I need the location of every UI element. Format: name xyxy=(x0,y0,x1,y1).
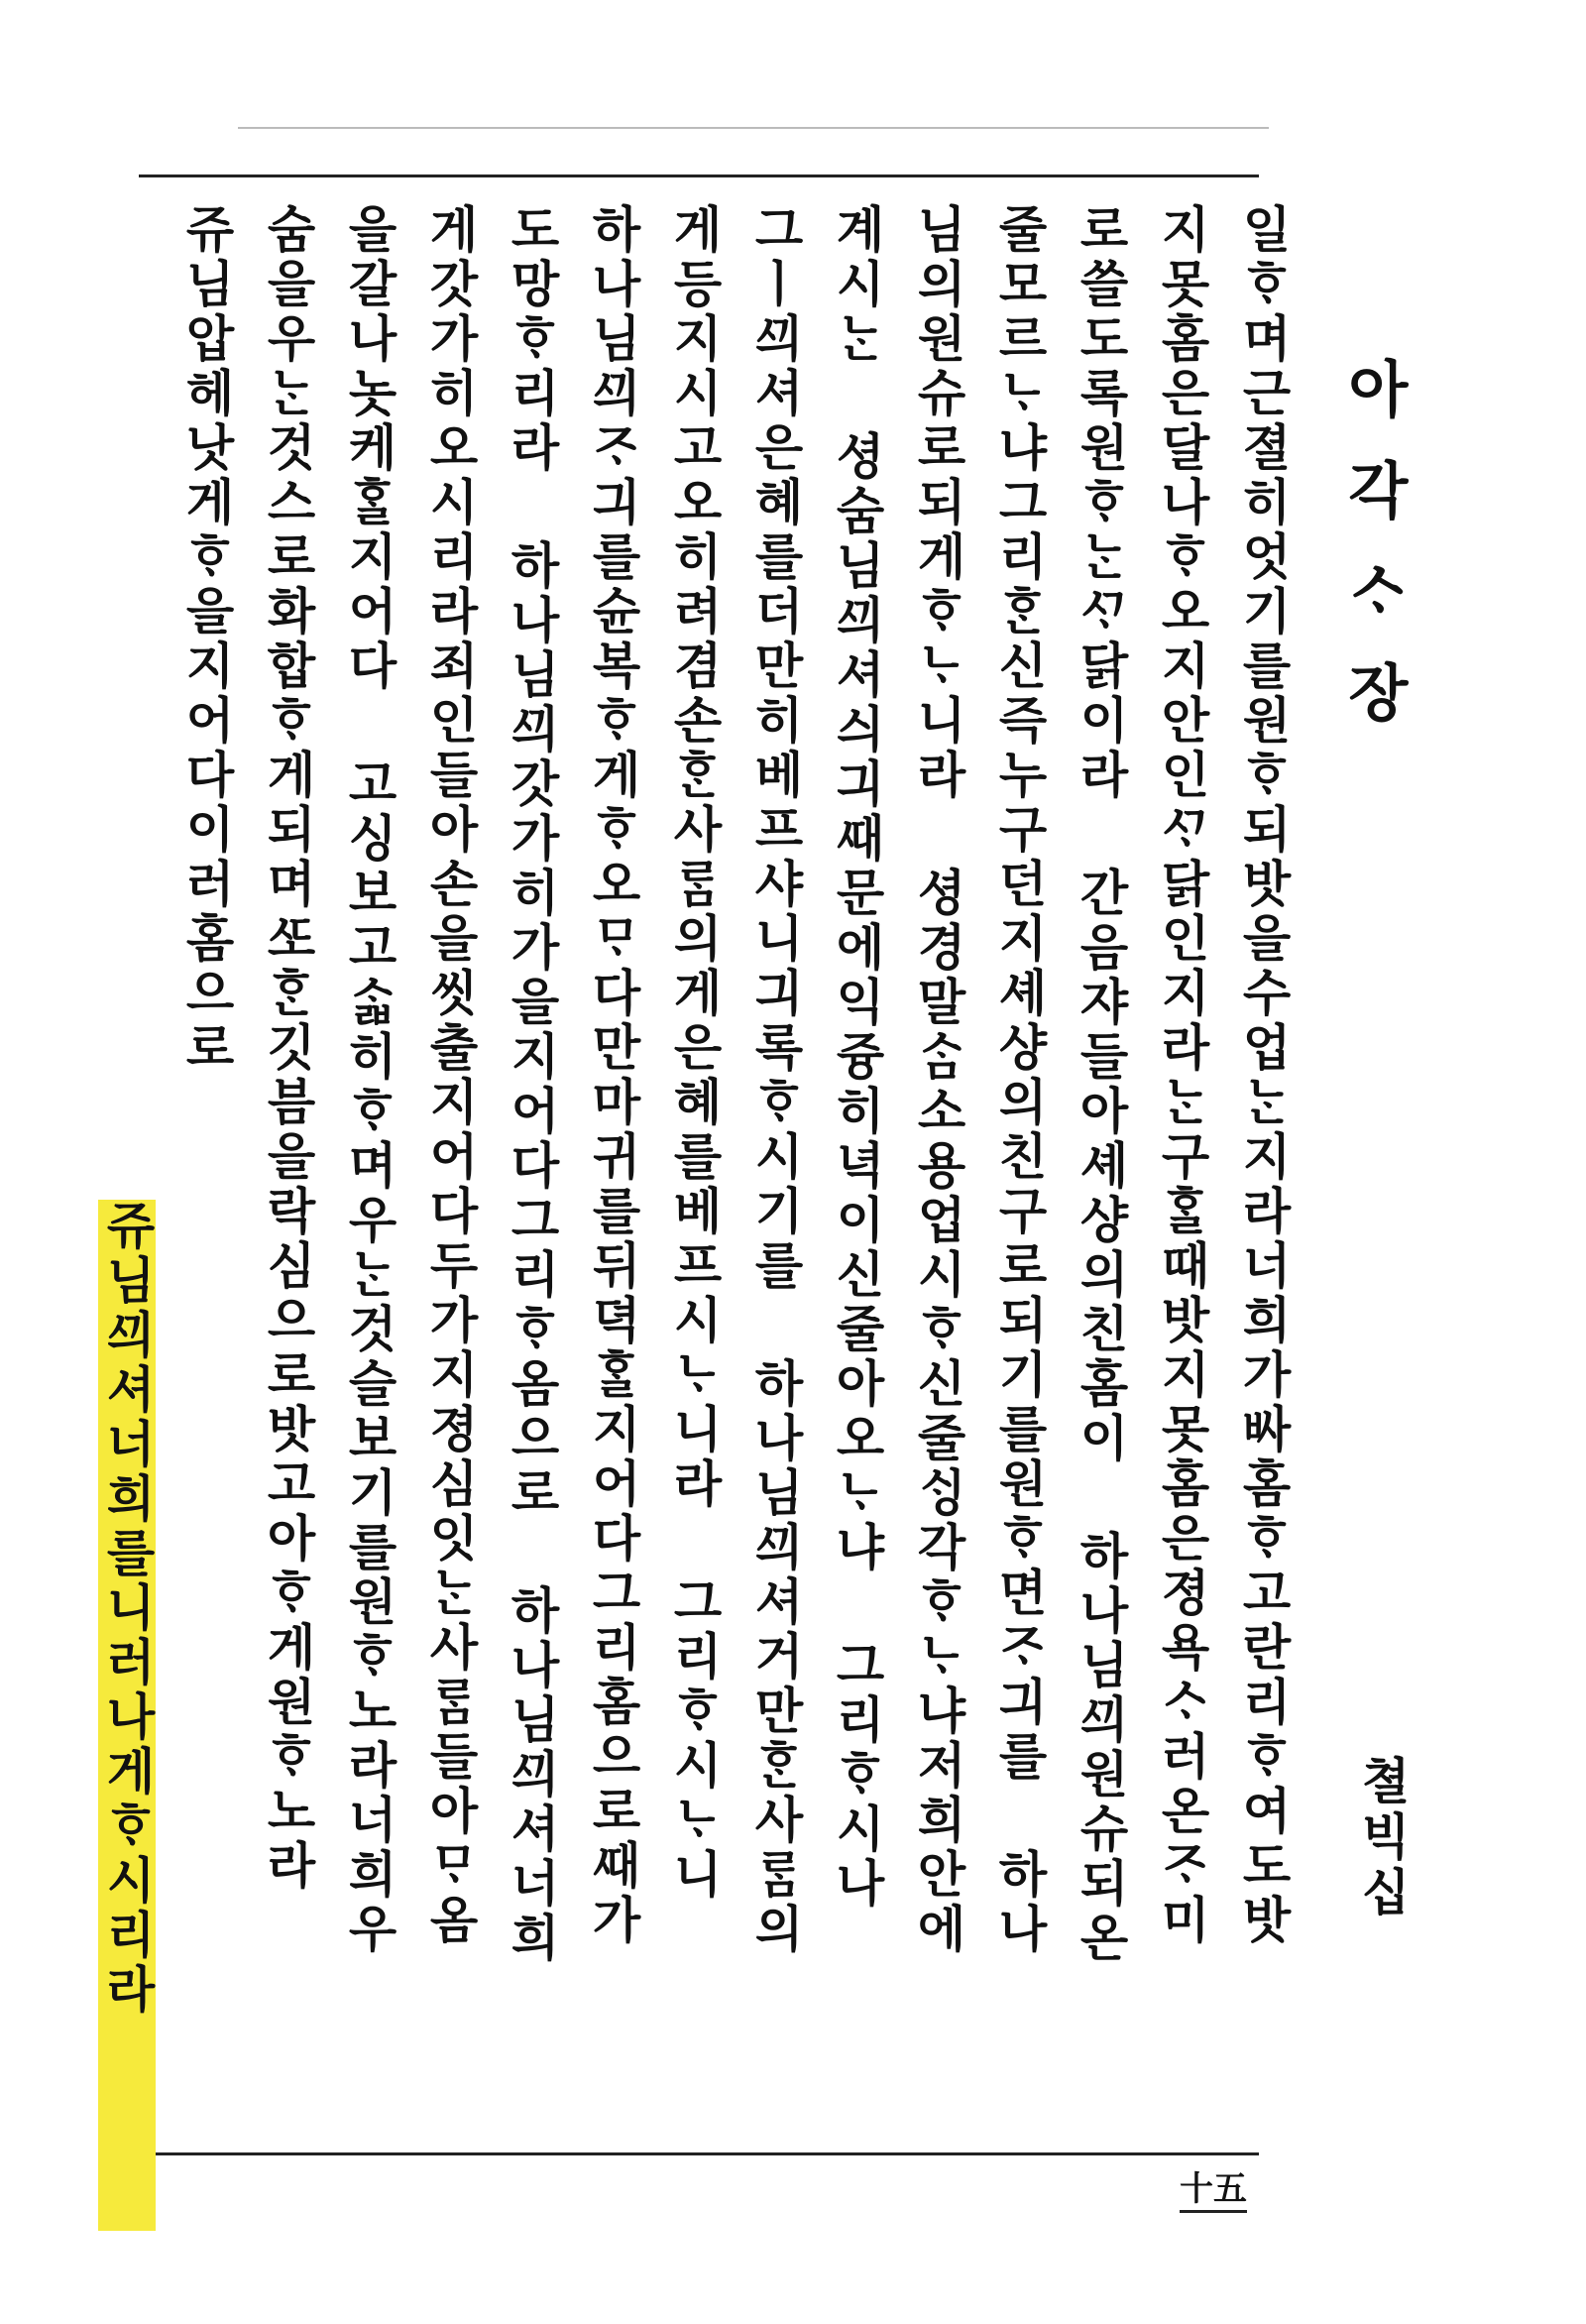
text-column: 그ㅣᄭᅴ셔은혜를더만히베프샤니긔록ᄒᆞ시기를 하나님ᄭᅴ셔거만ᄒᆞᆫ사ᄅᆞᆷ의 xyxy=(746,203,805,1957)
text-column: 게등지시고오히려겸손ᄒᆞᆫ사ᄅᆞᆷ의게은혜를베프시ᄂᆞ니라 그리ᄒᆞ시ᄂᆞ니 xyxy=(665,203,724,1903)
text-column: 쥬님압헤낫게ᄒᆞ을지어다이러홈으로 xyxy=(177,203,236,1076)
text-column: 숨을우ᄂᆞᆫ것스로화합ᄒᆞ게되며ᄯᅩᄒᆞᆫ깃븜을락심으로밧고아ᄒᆞ게원ᄒᆞ노라 xyxy=(259,203,317,1894)
text-column: 줄모르ᄂᆞ냐그리ᄒᆞᆫ신즉누구던지셰샹의친구로되기를원ᄒᆞ면ᄌᆞ긔를 하나 xyxy=(990,203,1049,1957)
text-column: 일ᄒᆞ며근졀히엇기를원ᄒᆞ되밧을수업ᄂᆞᆫ지라너희가ᄡᅡ홈ᄒᆞ고란리ᄒᆞ여도밧 xyxy=(1234,203,1293,1948)
page-number: 十五 xyxy=(1180,2161,1247,2213)
text-column: 님의원슈로되게ᄒᆞᄂᆞ니라 셩경말ᄉᆞᆷ소용업시ᄒᆞ신줄ᄉᆡᆼ각ᄒᆞᄂᆞ냐저희안에 xyxy=(909,203,967,1957)
header-marks xyxy=(268,117,1239,157)
text-column: 로쓸도록원ᄒᆞᄂᆞᆫᄭᆞ닭이라 간음쟈들아셰샹의친홈이 하나님ᄭᅴ원슈되온 xyxy=(1072,203,1130,1966)
running-title: 아각ᄉᆞ장 xyxy=(1337,357,1410,761)
text-column: 게갓가히오시리라죄인들아손을씻출지어다두가지졍심잇ᄂᆞᆫ사ᄅᆞᆷ들아ᄆᆞ옴 xyxy=(421,203,480,1948)
text-column: 계시ᄂᆞᆫ 셩숨님ᄭᅴ셔싀긔ᄯᅢ문에익즁히녁이신줄아오ᄂᆞ냐 그리ᄒᆞ시나 xyxy=(828,203,886,1912)
text-column: 도망ᄒᆞ리라 하나님ᄭᅴ갓가히가을지어다그리ᄒᆞ옴으로 하나님ᄭᅴ셔너희 xyxy=(503,203,561,1966)
text-column: 을갈나놋케ᄒᆞᆯ지어다 고싱보고ᄉᆞᆲ히ᄒᆞ며우ᄂᆞᆫ것슬보기를원ᄒᆞ노라너희우 xyxy=(340,203,398,1957)
text-column: 하나님ᄭᅴᄌᆞ긔를슌복ᄒᆞ게ᄒᆞ오ᄆᆞ다만마귀를뒤뎍ᄒᆞᆯ지어다그리홈으로ᄯᅢ가 xyxy=(584,203,642,1948)
text-column: 지못홈은달나ᄒᆞ오지안인ᄭᆞ닭인지라ᄂᆞᆫ구ᄒᆞᆯ때밧지못홈은졍욕ᄉᆞ러온ᄌᆞ미 xyxy=(1153,203,1211,1948)
highlighted-column: 쥬님ᄭᅴ셔너희를니러나게ᄒᆞ시리라 xyxy=(98,1200,156,2231)
page-label: 쳘빅십 xyxy=(1353,1755,1412,1921)
